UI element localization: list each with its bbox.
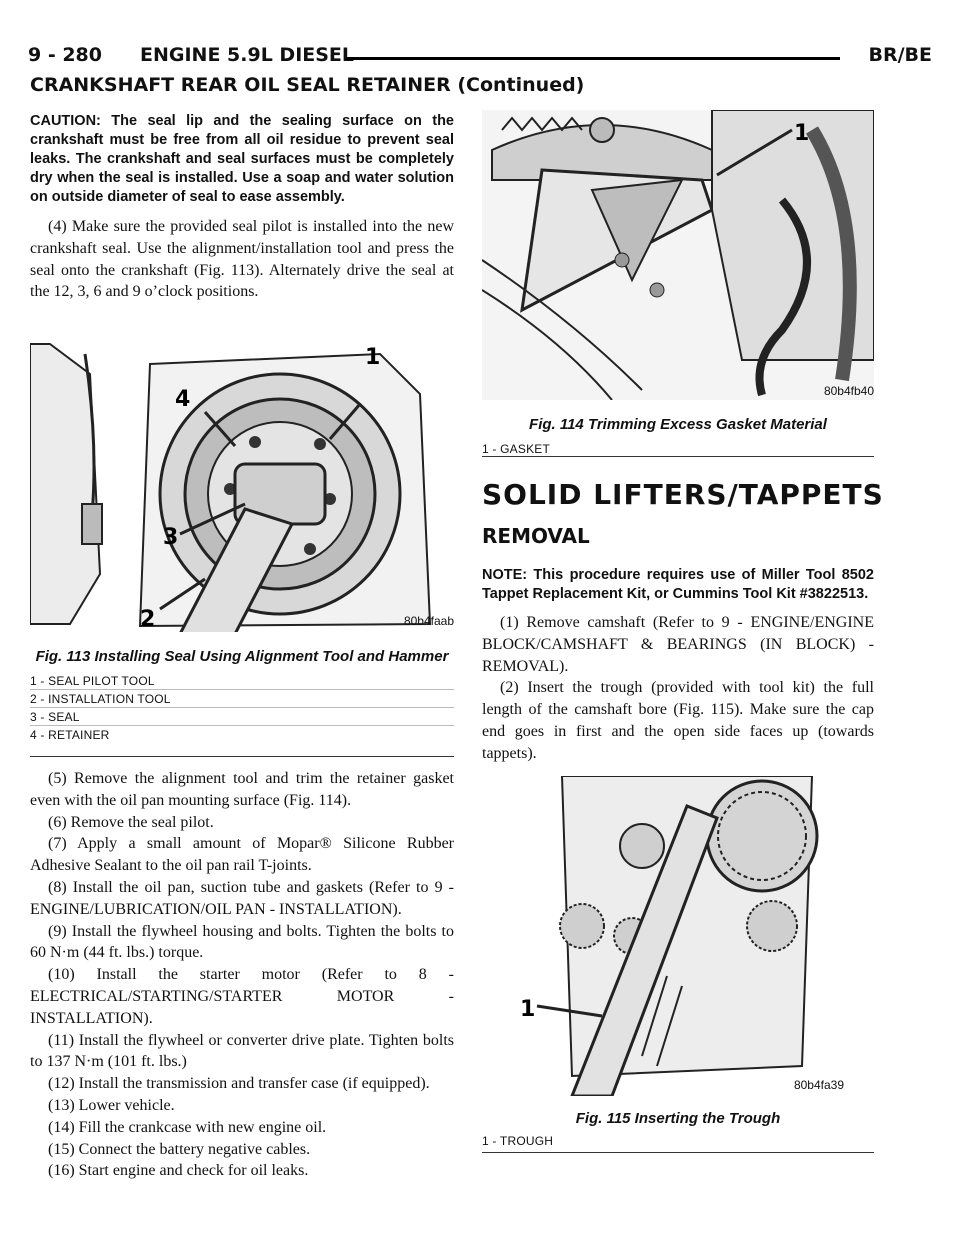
section-heading: SOLID LIFTERS/TAPPETS (482, 478, 884, 511)
step-8: (8) Install the oil pan, suction tube and gaskets (Refer to 9 - ENGINE/LUBRICATION/OIL PAN - INSTALLATION). (30, 878, 454, 918)
fig115-caption: Fig. 115 Inserting the Trough (575, 1110, 781, 1127)
note-text: NOTE: This procedure requires use of Miller Tool 8502 Tappet Replacement Kit, or Cummins Tool Kit #3822513. (482, 567, 874, 602)
fig114-caption: Fig. 114 Trimming Excess Gasket Material (529, 416, 827, 433)
fig113-legend-1: 1 - SEAL PILOT TOOL (30, 674, 155, 688)
figure-114-illustration (482, 110, 874, 400)
model-code: BR/BE (868, 44, 932, 66)
caution-text: CAUTION: The seal lip and the sealing surface on the crankshaft must be free from all oil residue to prevent seal leaks. The crankshaft and seal surfaces must be completely dry when the seal is installed. Use a soap and water solution on outside diameter of seal to ease assembly. (30, 113, 454, 205)
fig113-legend-2: 2 - INSTALLATION TOOL (30, 689, 454, 707)
figure-115 (482, 776, 874, 1153)
fig113-caption: Fig. 113 Installing Seal Using Alignment Tool and Hammer (35, 648, 449, 665)
fig113-callout-3: 3 (163, 525, 179, 550)
page-number: 9 - 280 (28, 44, 102, 66)
fig113-legend-4: 4 - RETAINER (30, 725, 454, 743)
step-13: (13) Lower vehicle. (48, 1096, 175, 1114)
fig113-legend (30, 672, 454, 743)
figure-113 (30, 334, 454, 757)
fig113-code: 80b4faab (403, 614, 454, 628)
step-4: (4) Make sure the provided seal pilot is installed into the new crankshaft seal. Use the alignment/installation tool and press the seal onto the crankshaft (Fig. 113). Alternately drive the seal at the 12, 3, 6 and 9 o’clock positions. (30, 218, 454, 301)
manual-title: ENGINE 5.9L DIESEL (140, 44, 355, 66)
step-11: (11) Install the flywheel or converter drive plate. Tighten bolts to 137 N·m (101 ft. lbs.) (30, 1031, 454, 1071)
left-column-top (30, 112, 454, 303)
figure-115-illustration (482, 776, 874, 1096)
right-column-text (482, 566, 874, 765)
step-10: (10) Install the starter motor (Refer to 8 - ELECTRICAL/STARTING/STARTER MOTOR - INSTALLATION). (30, 966, 454, 1027)
fig115-legend-1: 1 - TROUGH (482, 1134, 554, 1148)
fig113-callout-2: 2 (140, 607, 156, 632)
subsection-heading: REMOVAL (482, 524, 590, 548)
removal-step-2: (2) Insert the trough (provided with tool kit) the full length of the camshaft bore (Fig. 115). Make sure the cap end goes in first and the open side faces up (towards tappets). (482, 679, 874, 762)
header-rule (346, 57, 840, 60)
section-title: CRANKSHAFT REAR OIL SEAL RETAINER (Continued) (30, 74, 585, 96)
fig114-legend (482, 440, 874, 457)
removal-step-1: (1) Remove camshaft (Refer to 9 - ENGINE/ENGINE BLOCK/CAMSHAFT & BEARINGS (IN BLOCK) - REMOVAL). (482, 614, 874, 675)
fig115-code: 80b4fa39 (793, 1078, 844, 1092)
left-column-steps (30, 768, 454, 1182)
step-12: (12) Install the transmission and transfer case (if equipped). (48, 1075, 430, 1093)
step-14: (14) Fill the crankcase with new engine oil. (48, 1118, 327, 1136)
step-5: (5) Remove the alignment tool and trim the retainer gasket even with the oil pan mounting surface (Fig. 114). (30, 770, 454, 809)
step-9: (9) Install the flywheel housing and bolts. Tighten the bolts to 60 N·m (44 ft. lbs.) torque. (30, 922, 454, 962)
fig115-legend (482, 1132, 874, 1149)
step-6: (6) Remove the seal pilot. (48, 813, 214, 831)
fig113-legend-3: 3 - SEAL (30, 707, 454, 725)
fig115-callout-1: 1 (520, 997, 536, 1022)
step-15: (15) Connect the battery negative cables. (48, 1140, 311, 1158)
fig113-callout-4: 4 (175, 387, 191, 412)
fig114-legend-1: 1 - GASKET (482, 442, 551, 456)
step-16: (16) Start engine and check for oil leaks. (48, 1162, 309, 1180)
page-header (28, 44, 932, 74)
fig114-callout-1: 1 (794, 121, 810, 146)
figure-113-illustration (30, 334, 454, 632)
step-7: (7) Apply a small amount of Mopar® Silicone Rubber Adhesive Sealant to the oil pan rail T-joints. (30, 835, 454, 875)
fig114-code: 80b4fb40 (823, 384, 874, 398)
figure-114 (482, 110, 874, 457)
fig113-callout-1: 1 (365, 345, 381, 370)
